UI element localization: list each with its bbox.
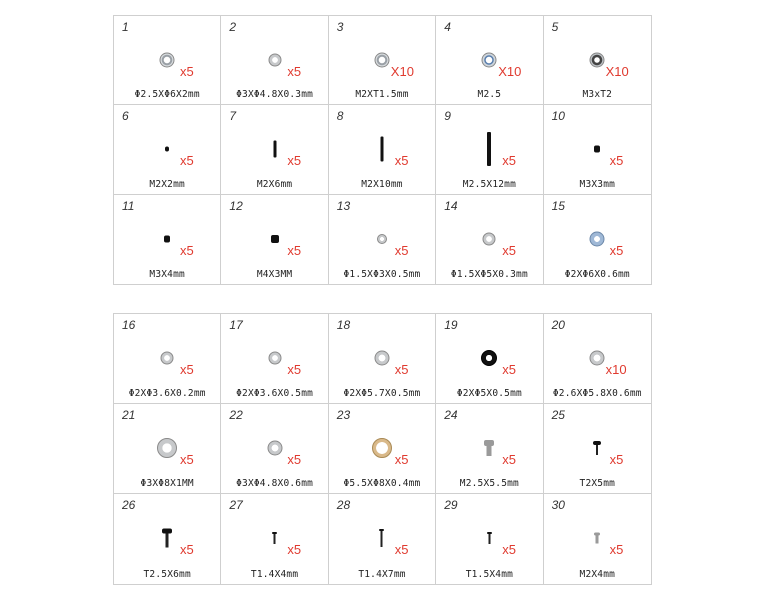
part-cell	[329, 195, 436, 284]
hex-nut-icon	[374, 53, 389, 68]
part-shape	[594, 146, 600, 153]
part-cell	[329, 314, 436, 404]
part-number: 20	[551, 318, 565, 332]
part-spec: Φ1.5XΦ3X0.5mm	[343, 269, 421, 280]
part-spec: M2X10mm	[361, 178, 403, 190]
part-spec: M2X4mm	[579, 569, 616, 580]
part-number: 10	[551, 109, 565, 124]
part-quantity: x5	[394, 153, 409, 169]
part-number: 11	[122, 198, 135, 213]
part-number: 15	[551, 198, 565, 213]
pin-icon	[273, 141, 276, 158]
part-spec: Φ1.5XΦ5X0.3mm	[450, 269, 528, 280]
part-spec: M2.5X12mm	[462, 178, 517, 190]
part-cell	[544, 494, 651, 584]
part-shape	[268, 54, 281, 67]
part-shape	[482, 53, 497, 68]
part-quantity: x5	[394, 362, 409, 377]
part-number: 23	[336, 408, 351, 422]
part-quantity: X10	[390, 64, 414, 79]
part-spec: M2X2mm	[149, 178, 185, 190]
part-shape	[272, 532, 277, 544]
part-spec: M3xT2	[582, 89, 613, 101]
part-shape	[161, 352, 174, 365]
part-cell	[544, 105, 651, 194]
part-spec: Φ3XΦ4.8X0.6mm	[236, 478, 314, 489]
part-quantity: x5	[180, 153, 194, 169]
part-shape	[374, 53, 389, 68]
part-spec: Φ5.5XΦ8X0.4mm	[343, 478, 421, 489]
set-screw-icon	[164, 235, 170, 242]
washer-icon	[268, 352, 281, 365]
screw-shaft	[166, 534, 169, 548]
part-shape	[273, 141, 276, 158]
part-cell	[114, 314, 221, 404]
part-spec: Φ2XΦ5.7X0.5mm	[343, 388, 421, 399]
washer-icon	[483, 232, 496, 245]
pin-icon	[380, 137, 383, 162]
part-number: 28	[336, 498, 351, 512]
part-number: 24	[444, 408, 458, 422]
pin-icon	[487, 132, 491, 166]
part-quantity: x5	[287, 452, 302, 467]
part-spec: T2.5X6mm	[143, 569, 191, 580]
part-quantity: x5	[287, 153, 302, 169]
part-number: 4	[444, 20, 451, 34]
part-cell	[221, 105, 328, 194]
screw-icon	[593, 441, 601, 455]
part-number: 7	[229, 109, 237, 124]
part-cell	[114, 195, 221, 284]
washer-icon	[267, 441, 282, 456]
part-cell	[329, 404, 436, 494]
part-spec: Φ2.5XΦ6X2mm	[134, 89, 200, 101]
washer-icon	[157, 438, 177, 458]
part-number: 21	[122, 408, 136, 422]
part-spec: M2.5X5.5mm	[459, 478, 519, 489]
part-number: 1	[122, 20, 129, 34]
part-shape	[481, 350, 497, 366]
screw-shaft	[596, 445, 598, 455]
part-shape	[377, 234, 387, 244]
screw-shaft	[596, 536, 599, 544]
part-quantity: x5	[502, 452, 516, 467]
part-spec: Φ2XΦ5X0.5mm	[456, 388, 522, 399]
washer-icon	[372, 438, 392, 458]
part-spec: Φ3XΦ4.8X0.3mm	[236, 89, 314, 101]
part-spec: Φ2XΦ6X0.6mm	[564, 269, 630, 280]
lock-nut-icon	[590, 53, 605, 68]
part-spec: Φ2XΦ3.6X0.5mm	[236, 388, 314, 399]
part-shape	[164, 235, 170, 242]
part-number: 27	[229, 498, 243, 512]
part-shape	[380, 137, 383, 162]
part-quantity: x5	[180, 64, 194, 79]
part-quantity: x5	[287, 542, 302, 557]
part-quantity: X10	[605, 64, 629, 79]
part-number: 30	[551, 498, 565, 512]
part-cell	[436, 16, 543, 105]
part-shape	[593, 441, 601, 455]
screw-icon	[162, 529, 172, 548]
part-quantity: x5	[609, 153, 624, 169]
part-number: 22	[229, 408, 243, 422]
washer-icon	[161, 352, 174, 365]
hex-nut-icon	[160, 53, 175, 68]
part-number: 18	[336, 318, 351, 332]
part-cell	[221, 494, 328, 584]
part-number: 3	[336, 20, 344, 34]
part-spec: M4X3MM	[256, 269, 293, 280]
part-quantity: x5	[287, 242, 302, 258]
part-quantity: x5	[609, 242, 624, 258]
part-cell	[114, 105, 221, 194]
part-cell	[114, 494, 221, 584]
part-cell	[544, 314, 651, 404]
part-cell	[114, 404, 221, 494]
part-shape	[267, 441, 282, 456]
part-quantity: x5	[394, 242, 409, 258]
part-spec: T1.4X7mm	[358, 569, 406, 580]
screw-icon	[272, 532, 277, 544]
part-number: 17	[229, 318, 243, 332]
part-cell	[329, 494, 436, 584]
part-cell	[436, 404, 543, 494]
part-shape	[590, 231, 605, 246]
part-quantity: x5	[502, 362, 516, 377]
part-cell	[436, 494, 543, 584]
washer-icon	[377, 234, 387, 244]
part-cell	[544, 404, 651, 494]
part-shape	[271, 235, 279, 243]
part-shape	[160, 53, 175, 68]
screw-icon	[487, 532, 492, 544]
part-cell	[329, 16, 436, 105]
part-cell	[436, 314, 543, 404]
screw-shaft	[381, 531, 383, 547]
part-quantity: x5	[502, 542, 516, 557]
part-number: 29	[444, 498, 458, 512]
part-spec: T1.5X4mm	[465, 569, 514, 580]
washer-icon	[268, 54, 281, 67]
part-cell	[221, 404, 328, 494]
part-number: 16	[122, 318, 136, 332]
screw-icon	[594, 533, 600, 544]
screw-shaft	[488, 534, 490, 544]
washer-icon	[590, 351, 605, 366]
part-shape	[590, 53, 605, 68]
part-shape	[165, 147, 169, 152]
part-quantity: X10	[498, 64, 522, 79]
part-quantity: x5	[180, 452, 194, 467]
washer-icon	[374, 351, 389, 366]
part-cell	[436, 195, 543, 284]
lock-nut-icon	[482, 53, 497, 68]
part-shape	[372, 438, 392, 458]
part-quantity: x10	[605, 362, 627, 377]
part-cell	[329, 105, 436, 194]
part-spec: M2X6mm	[256, 178, 293, 190]
part-spec: Φ2.6XΦ5.8X0.6mm	[552, 388, 642, 399]
part-cell	[436, 105, 543, 194]
set-screw-icon	[165, 147, 169, 152]
part-quantity: x5	[394, 542, 409, 557]
part-spec: M2XT1.5mm	[355, 89, 409, 101]
part-number: 12	[229, 198, 243, 213]
part-shape	[594, 533, 600, 544]
part-shape	[268, 352, 281, 365]
part-shape	[379, 529, 384, 547]
part-shape	[157, 438, 177, 458]
screw-icon	[379, 529, 384, 547]
set-screw-icon	[594, 146, 600, 153]
part-number: 13	[336, 198, 351, 213]
part-shape	[374, 351, 389, 366]
part-number: 26	[122, 498, 136, 512]
screw-shaft	[487, 446, 492, 456]
part-spec: T2X5mm	[579, 478, 616, 489]
part-quantity: x5	[394, 452, 409, 467]
screw-shaft	[274, 534, 276, 544]
part-cell	[221, 195, 328, 284]
set-screw-icon	[271, 235, 279, 243]
part-quantity: x5	[180, 542, 194, 557]
part-quantity: x5	[180, 242, 194, 258]
part-cell	[544, 195, 651, 284]
parts-grid-bottom	[113, 313, 652, 585]
part-shape	[487, 132, 491, 166]
part-number: 6	[122, 109, 129, 124]
part-quantity: x5	[609, 452, 624, 467]
part-number: 14	[444, 198, 458, 213]
part-quantity: x5	[609, 542, 624, 557]
part-spec: Φ2XΦ3.6X0.2mm	[128, 388, 206, 399]
part-shape	[162, 529, 172, 548]
part-spec: M3X4mm	[149, 269, 185, 280]
part-shape	[483, 232, 496, 245]
part-cell	[114, 16, 221, 105]
screw-icon	[484, 440, 494, 456]
washer-icon	[481, 350, 497, 366]
part-number: 25	[551, 408, 565, 422]
part-cell	[221, 314, 328, 404]
part-spec: M2.5	[477, 89, 502, 101]
part-number: 8	[336, 109, 344, 124]
part-quantity: x5	[180, 362, 194, 377]
part-cell	[544, 16, 651, 105]
part-shape	[590, 351, 605, 366]
part-number: 19	[444, 318, 458, 332]
part-quantity: x5	[287, 64, 302, 79]
part-shape	[484, 440, 494, 456]
part-number: 2	[229, 20, 237, 34]
washer-icon	[590, 231, 605, 246]
part-cell	[221, 16, 328, 105]
part-spec: Φ3XΦ8X1MM	[140, 478, 194, 489]
part-shape	[487, 532, 492, 544]
part-spec: M3X3mm	[579, 178, 616, 190]
part-number: 5	[551, 20, 559, 34]
part-quantity: x5	[502, 153, 516, 169]
part-spec: T1.4X4mm	[250, 569, 299, 580]
parts-grid-top	[113, 15, 652, 285]
part-quantity: x5	[502, 242, 516, 258]
part-number: 9	[444, 109, 451, 124]
part-quantity: x5	[287, 362, 302, 377]
